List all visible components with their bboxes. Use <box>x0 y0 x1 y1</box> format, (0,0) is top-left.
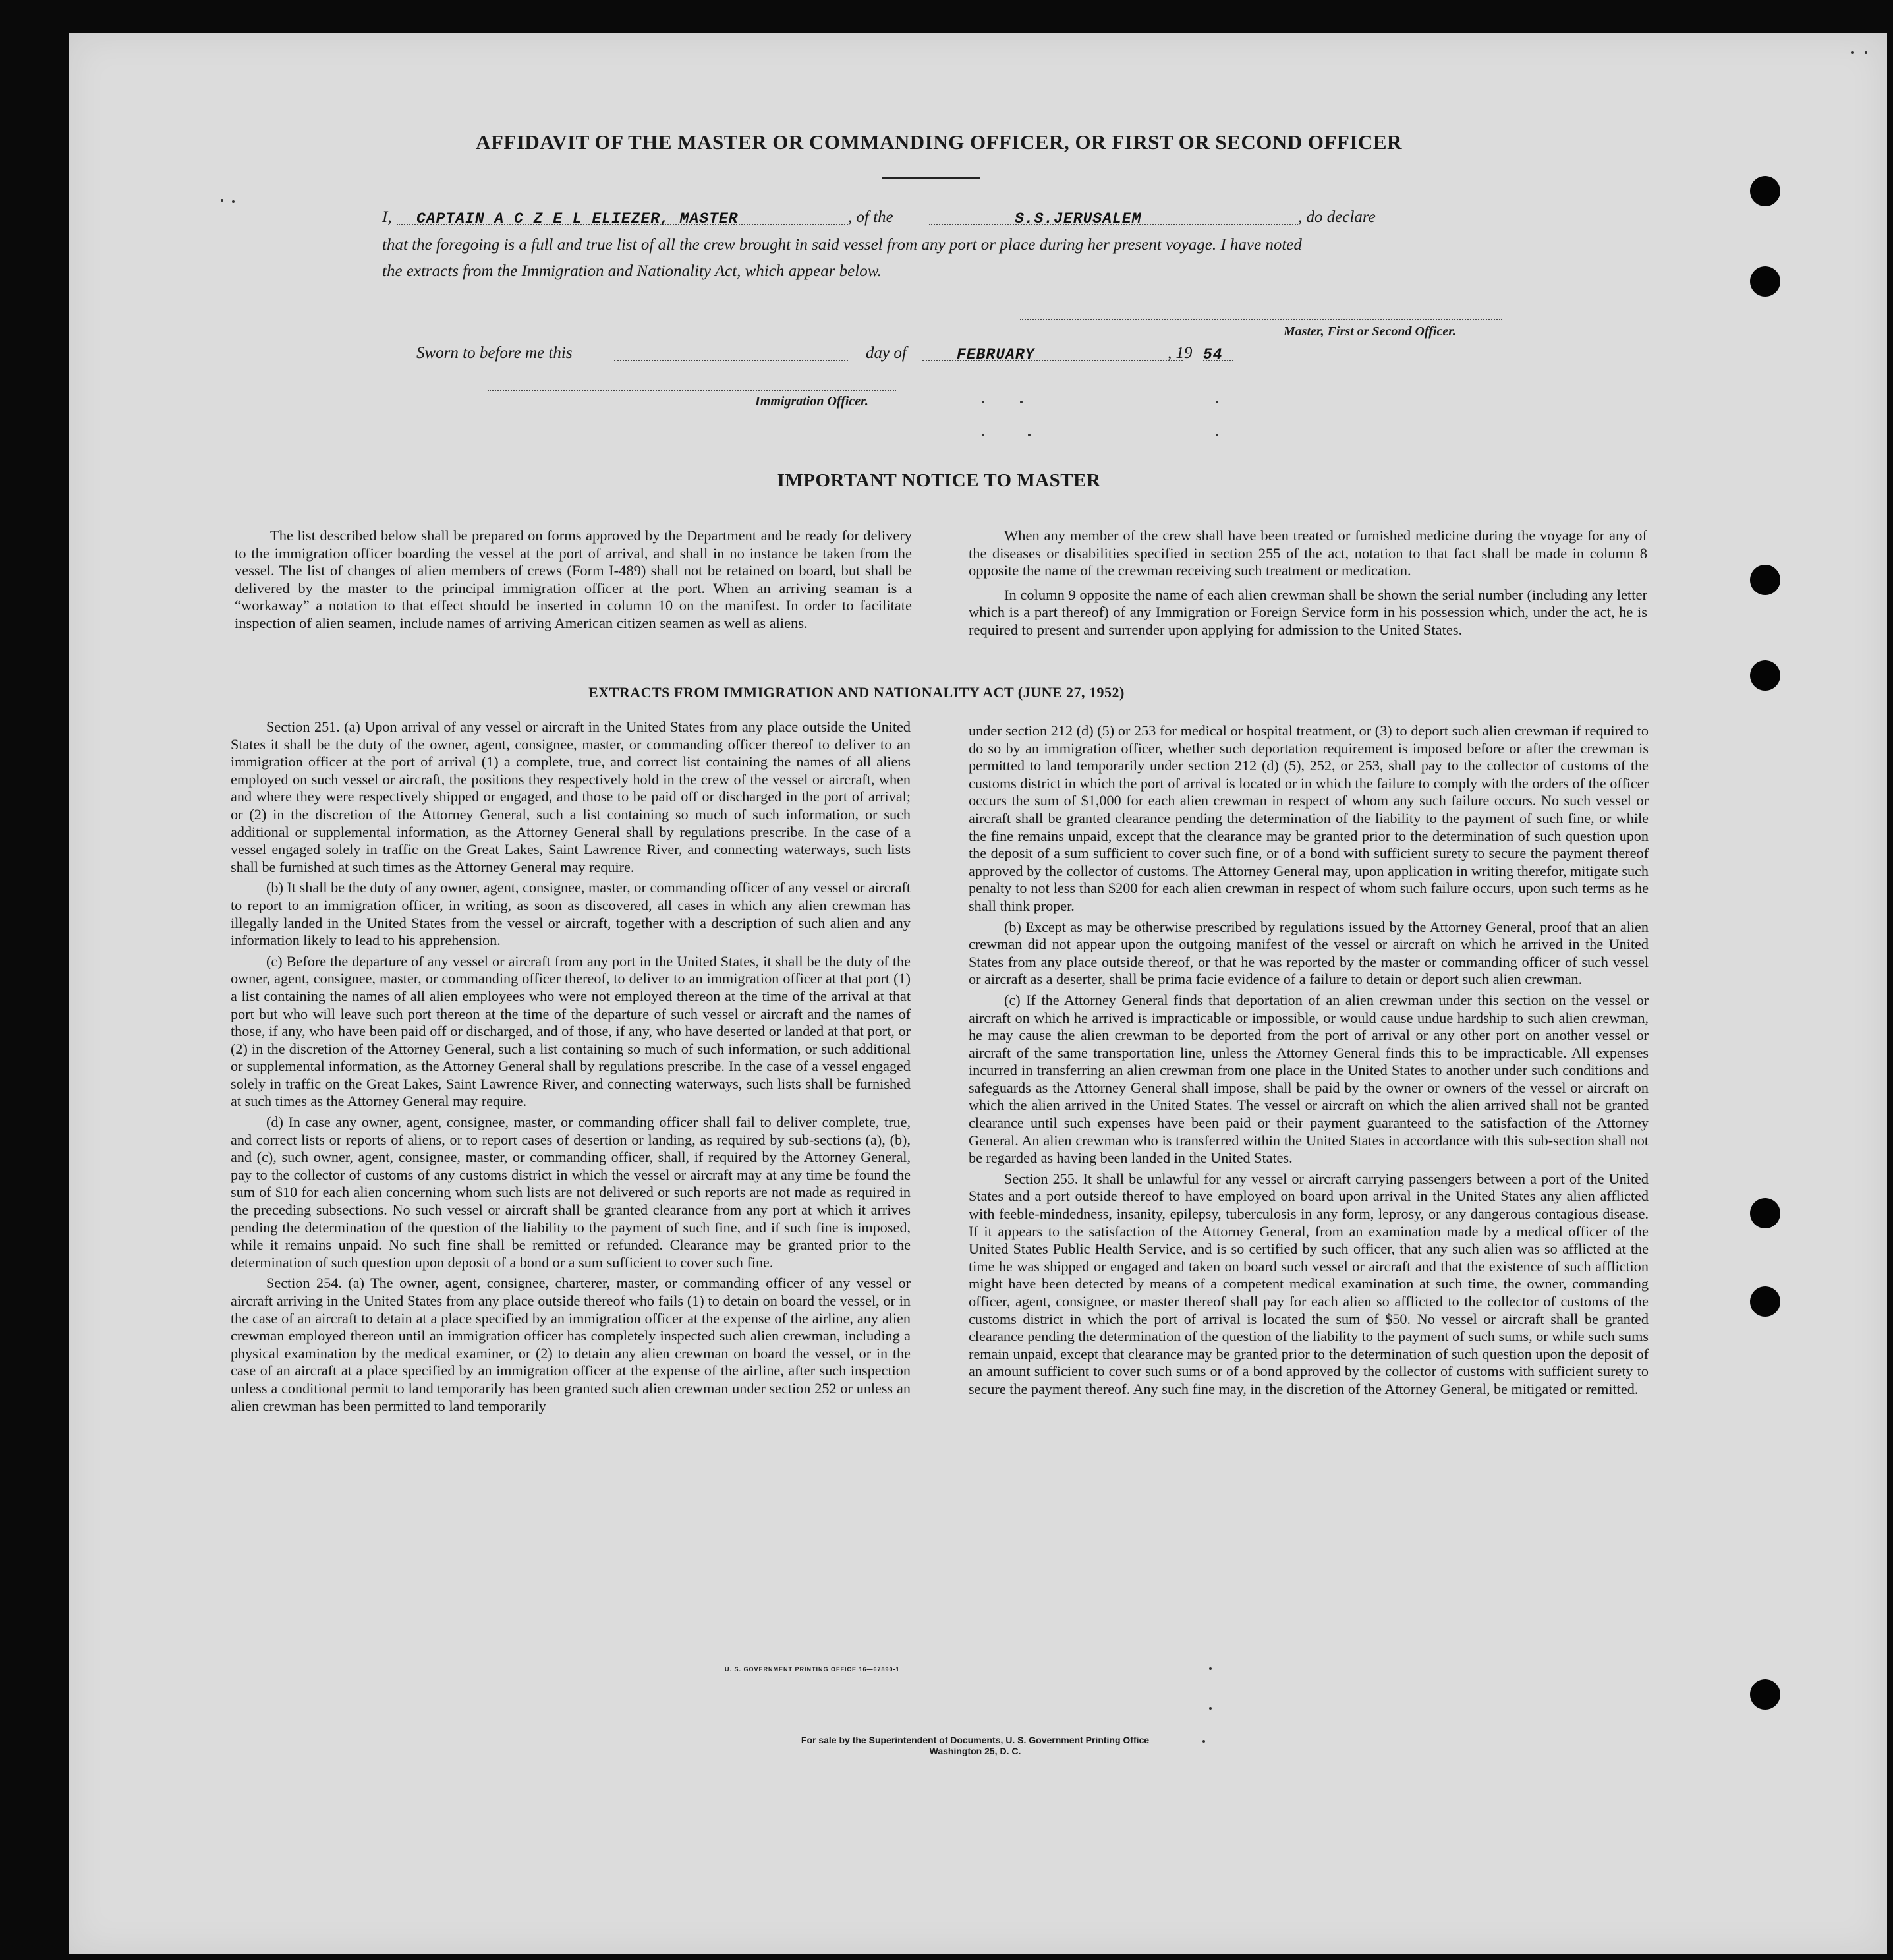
master-name-field[interactable]: CAPTAIN A C Z E L ELIEZER, MASTER <box>416 210 739 227</box>
notice-right-text-1: When any member of the crew shall have been treated or furnished medicine during the voyage for any of the diseases or disabilities specified in section 255 of the act, notation to that fact shall be made in column 8 opposite the name of the crewman receiving such treatment or medication. <box>969 527 1647 579</box>
binder-hole <box>1750 176 1780 206</box>
declaration-do-declare: , do declare <box>1298 208 1376 226</box>
notice-title: IMPORTANT NOTICE TO MASTER <box>777 470 1101 491</box>
section-254-a: Section 254. (a) The owner, agent, consignee, charterer, master, or commanding officer of any vessel or aircraft arriving in the United States from any place outside thereof who fails (1) to detain on board the vessel, or in the case of an aircraft to detain at a place specified by an immigration officer at the expense of the airline, any alien crewman employed thereon until an immigration officer has completely inspected such alien crewman, including a physical examination by the medical examiner, or (2) to detain any alien crewman on board the vessel, or in the case of an aircraft at a place specified by an immigration officer at the expense of the airline, after such inspection unless a conditional permit to land temporarily has been granted such alien crewman under section 252 or unless an alien crewman has been permitted to land temporarily <box>231 1275 911 1414</box>
binder-hole <box>1750 1286 1780 1317</box>
for-sale-notice <box>593 1735 1357 1757</box>
declaration-line-1 <box>382 204 1502 231</box>
section-255: Section 255. It shall be unlawful for any vessel or aircraft carrying passengers between a port of the United States and a port outside thereof to have employed on board upon arrival in the United States any alien afflicted with feeble-mindedness, insanity, epilepsy, tuberculosis in any form, leprosy, or any dangerous contagious disease. If it appears to the satisfaction of the Attorney General, from an examination made by a medical officer of the United States Public Health Service, and is so certified by such officer, that any such alien was so afflicted at the time he was shipped or engaged and taken on board such vessel or aircraft and that the existence of such affliction might have been detected by means of a competent medical examination at such time, the owner, commanding officer, agent, consignee, or master thereof shall pay for each alien so afflicted to the collector of customs of the customs district in which the port of arrival is located the sum of $50. No vessel or aircraft shall be granted clearance pending the determination of the question of the liability to the payment of such sums, or while such sums remain unpaid, except that clearance may be granted prior to the determination of such question upon the deposit of an amount sufficient to cover such sums or of a bond approved by the collector of customs with sufficient surety to secure the payment thereof. Any such fine may, in the discretion of the Attorney General, be mitigated or remitted. <box>969 1170 1649 1397</box>
notice-right-block <box>969 527 1647 639</box>
extracts-title: EXTRACTS FROM IMMIGRATION AND NATIONALITY ACT (JUNE 27, 1952) <box>588 684 1125 701</box>
sworn-line <box>416 340 1273 366</box>
binder-hole <box>1750 660 1780 691</box>
section-251-c: (c) Before the departure of any vessel or aircraft from any port in the United States, it shall be the duty of the owner, agent, consignee, master, or commanding officer thereof, to deliver to an immigration officer at that port (1) a list containing the names of all alien employees who were not employed thereon at the time of the arrival at that port but who will leave such port thereon at the time of the departure of such vessel or aircraft and the names of those, if any, who have been paid off or discharged, and of those, if any, who have deserted or landed at that port, or (2) in the discretion of the Attorney General, such a list containing so much of such information, or such additional or supplemental information, as the Attorney General shall by regulations prescribe. In the case of a vessel engaged solely in traffic on the Great Lakes, Saint Lawrence River, and connecting waterways, such lists shall be furnished at such times as the Attorney General may require. <box>231 952 911 1110</box>
declaration-line-3: the extracts from the Immigration and Nationality Act, which appear below. <box>382 262 882 280</box>
section-251-d: (d) In case any owner, agent, consignee, master, or commanding officer shall fail to deliver complete, true, and correct lists or reports of aliens, or to report cases of desertion or landing, as required by sub-sections (a), (b), and (c), such owner, agent, consignee, master, or commanding officer, shall, if required by the Attorney General, pay to the collector of customs of any customs district in which the vessel or aircraft may at any time be found the sum of $10 for each alien concerning whom such lists are not delivered or such reports are not made as required in the preceding subsections. No such vessel or aircraft shall be granted clearance from any port at which it arrives pending the determination of the question of the liability to the payment of such fine, and if such fine is imposed, while it remains unpaid. No such fine shall be remitted or refunded. Clearance may be granted prior to the determination of such question upon deposit of a bond or a sum sufficient to cover such fine. <box>231 1114 911 1271</box>
master-signature-label: Master, First or Second Officer. <box>1284 324 1456 339</box>
affidavit-title: AFFIDAVIT OF THE MASTER OR COMMANDING OFFICER, OR FIRST OR SECOND OFFICER <box>476 130 1402 154</box>
sworn-prefix: Sworn to before me this <box>416 344 573 362</box>
declaration-of-the: , of the <box>848 208 893 226</box>
sworn-year-field[interactable]: 54 <box>1203 346 1223 363</box>
for-sale-line-1: For sale by the Superintendent of Documents, U. S. Government Printing Office <box>801 1735 1150 1745</box>
extracts-left-column <box>231 718 911 1418</box>
notice-left-text: The list described below shall be prepared on forms approved by the Department and be ready for delivery to the immigration officer boarding the vessel at the port of arrival, and shall in no instance be taken from the vessel. The list of changes of alien members of crews (Form I-489) shall not be retained on board, but shall be delivered by the master to the principal immigration officer at the port. When an arriving seaman is a “workaway” a notation to that effect should be inserted in column 10 on the manifest. In order to facilitate inspection of alien seamen, include names of arriving American citizen seamen as well as aliens. <box>235 527 912 631</box>
section-254-c: (c) If the Attorney General finds that deportation of an alien crewman under this section on the vessel or aircraft on which he arrived is impracticable or impossible, or would cause undue hardship to such alien crewman, he may cause the alien crewman to be deported from the port of arrival or any other port on another vessel or aircraft of the same transportation line, unless the Attorney General finds this to be impracticable. All expenses incurred in transferring an alien crewman from one place in the United States to another under such conditions and safeguards as the Attorney General shall impose, shall be paid by the owner or owners of the vessel or aircraft on which the alien arrived in the United States. The vessel or aircraft on which the alien arrived shall not be granted clearance until such expenses have been paid or their payment guaranteed to the satisfaction of the Attorney General. An alien crewman who is transferred within the United States in accordance with this sub-section shall not be regarded as having been landed in the United States. <box>969 991 1649 1167</box>
declaration-i: I, <box>382 208 392 226</box>
for-sale-line-2: Washington 25, D. C. <box>929 1746 1021 1756</box>
title-rule <box>882 177 980 179</box>
declaration-line-2: that the foregoing is a full and true list of all the crew brought in said vessel from any port or place during her present voyage. I have noted <box>382 236 1302 254</box>
sworn-day-field[interactable] <box>614 360 848 361</box>
extracts-right-column <box>969 722 1649 1402</box>
notice-left-paragraph <box>235 527 912 633</box>
vessel-name-field[interactable]: S.S.JERUSALEM <box>1015 210 1142 227</box>
officer-signature-label: Immigration Officer. <box>755 394 868 409</box>
officer-signature-line[interactable] <box>488 390 896 391</box>
sworn-year-prefix: , 19 <box>1168 344 1193 362</box>
binder-hole <box>1750 565 1780 595</box>
section-254-a-cont: under section 212 (d) (5) or 253 for medical or hospital treatment, or (3) to deport such alien crewman if required to do so by an immigration officer, whether such deportation requirement is imposed before or after the crewman is permitted to land temporarily under section 212 (d) (5), 252, or 253, shall pay to the collector of customs of the customs district in which the port of arrival is located or in which the failure to comply with the orders of the officer occurs the sum of $1,000 for each alien crewman in respect of whom any such failure occurs. No such vessel or aircraft shall be granted clearance pending the determination of the liability to the payment of such fine, or while the fine remains unpaid, except that the clearance may be granted prior to the determination of such question upon the deposit of a sum sufficient to cover such fine, or of a bond with sufficient surety to secure the payment thereof approved by the collector of customs. The Attorney General may, upon application in writing therefor, mitigate such penalty to not less than $200 for each alien crewman in respect of whom such failure occurs, upon such terms as he shall think proper. <box>969 722 1649 914</box>
section-251-b: (b) It shall be the duty of any owner, agent, consignee, master, or commanding officer of any vessel or aircraft to report to an immigration officer, in writing, as soon as discovered, all cases in which any alien crewman has illegally landed in the United States from the vessel or aircraft, together with a description of such alien and any information likely to lead to his apprehension. <box>231 879 911 949</box>
printer-line: U. S. GOVERNMENT PRINTING OFFICE 16—67890-1 <box>725 1666 900 1673</box>
binder-hole <box>1750 1679 1780 1710</box>
binder-hole <box>1750 266 1780 297</box>
section-254-b: (b) Except as may be otherwise prescribed by regulations issued by the Attorney General, proof that an alien crewman did not appear upon the outgoing manifest of the vessel or aircraft on which he arrived in the United States from any place outside thereof, or that he was reported by the master or commanding officer of such vessel or aircraft as a deserter, shall be prima facie evidence of a failure to detain or deport such alien crewman. <box>969 918 1649 988</box>
section-251-a: Section 251. (a) Upon arrival of any vessel or aircraft in the United States from any place outside the United States it shall be the duty of the owner, agent, consignee, master, or commanding officer thereof to deliver to an immigration officer at the port of arrival (1) a complete, true, and correct list containing the names of all aliens employed on such vessel or aircraft, the positions they respectively hold in the crew of the vessel or aircraft, when and where they were respectively shipped or engaged, and those to be paid off or discharged in the port of arrival; or (2) in the discretion of the Attorney General, such a list containing so much of such information, or such additional or supplemental information, as the Attorney General shall by regulations prescribe. In the case of a vessel engaged solely in traffic on the Great Lakes, Saint Lawrence River, and connecting waterways, such lists shall be furnished at such times as the Attorney General may require. <box>231 718 911 875</box>
sworn-day-of: day of <box>866 344 907 362</box>
binder-hole <box>1750 1198 1780 1228</box>
sworn-month-field[interactable]: FEBRUARY <box>957 346 1035 363</box>
notice-right-text-2: In column 9 opposite the name of each alien crewman shall be shown the serial number (including any letter which is a part thereof) of any Immigration or Foreign Service form in his possession which, under the act, he is required to present and surrender upon applying for admission to the United States. <box>969 586 1647 638</box>
master-signature-line[interactable] <box>1020 319 1502 320</box>
